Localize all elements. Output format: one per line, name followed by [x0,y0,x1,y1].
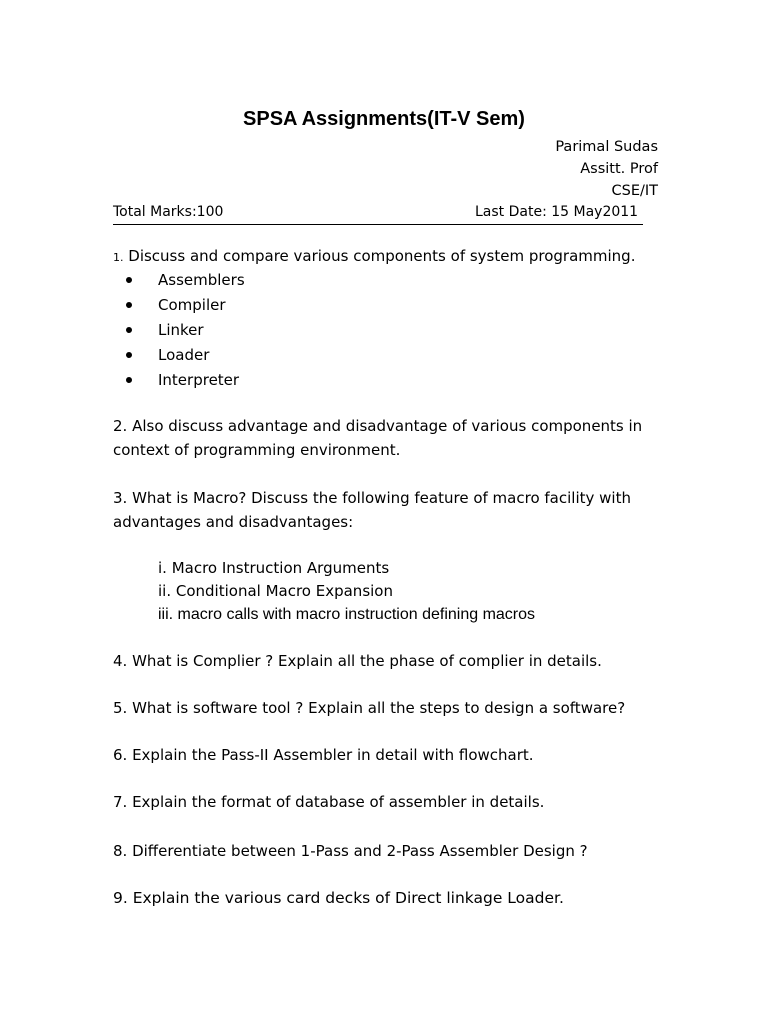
author-name: Parimal Sudas [555,139,658,155]
bullet-icon [126,352,132,358]
components-list [123,268,245,393]
question-1-text: Discuss and compare various components of system programming. [123,247,636,265]
question-2: 2. Also discuss advantage and disadvantage of various components in context of programming environment. [113,417,643,459]
question-1-number: 1. [113,251,124,264]
bullet-icon [126,302,132,308]
author-department: CSE/IT [611,183,658,199]
sub-item: i. Macro Instruction Arguments [158,559,390,577]
document-title: SPSA Assignments(IT-V Sem) [243,108,525,130]
question-3: 3. What is Macro? Discuss the following feature of macro facility with advantages and disadvantages: [113,489,631,531]
question-5: 5. What is software tool ? Explain all the steps to design a software? [113,699,626,717]
bullet-icon [126,377,132,383]
total-marks: Total Marks:100 [113,204,224,220]
macro-features-list [158,557,638,626]
sub-item: iii. macro calls with macro instruction defining macros [158,606,536,623]
bullet-icon [126,327,132,333]
bullet-icon [126,277,132,283]
question-1 [113,244,653,270]
author-block [555,136,658,202]
list-item: Interpreter [123,368,245,393]
question-9: 9. Explain the various card decks of Direct linkage Loader. [113,889,564,907]
question-4: 4. What is Complier ? Explain all the phase of complier in details. [113,652,602,670]
marks-row [113,204,643,225]
list-item: Loader [123,343,245,368]
list-item: Assemblers [123,268,245,293]
question-7: 7. Explain the format of database of assembler in details. [113,793,545,811]
list-item: Compiler [123,293,245,318]
last-date: Last Date: 15 May2011 [475,204,639,220]
question-6: 6. Explain the Pass-II Assembler in detail with flowchart. [113,746,534,764]
author-designation: Assitt. Prof [580,161,658,177]
list-item: Linker [123,318,245,343]
sub-item: ii. Conditional Macro Expansion [158,582,393,600]
question-8: 8. Differentiate between 1-Pass and 2-Pass Assembler Design ? [113,842,588,860]
